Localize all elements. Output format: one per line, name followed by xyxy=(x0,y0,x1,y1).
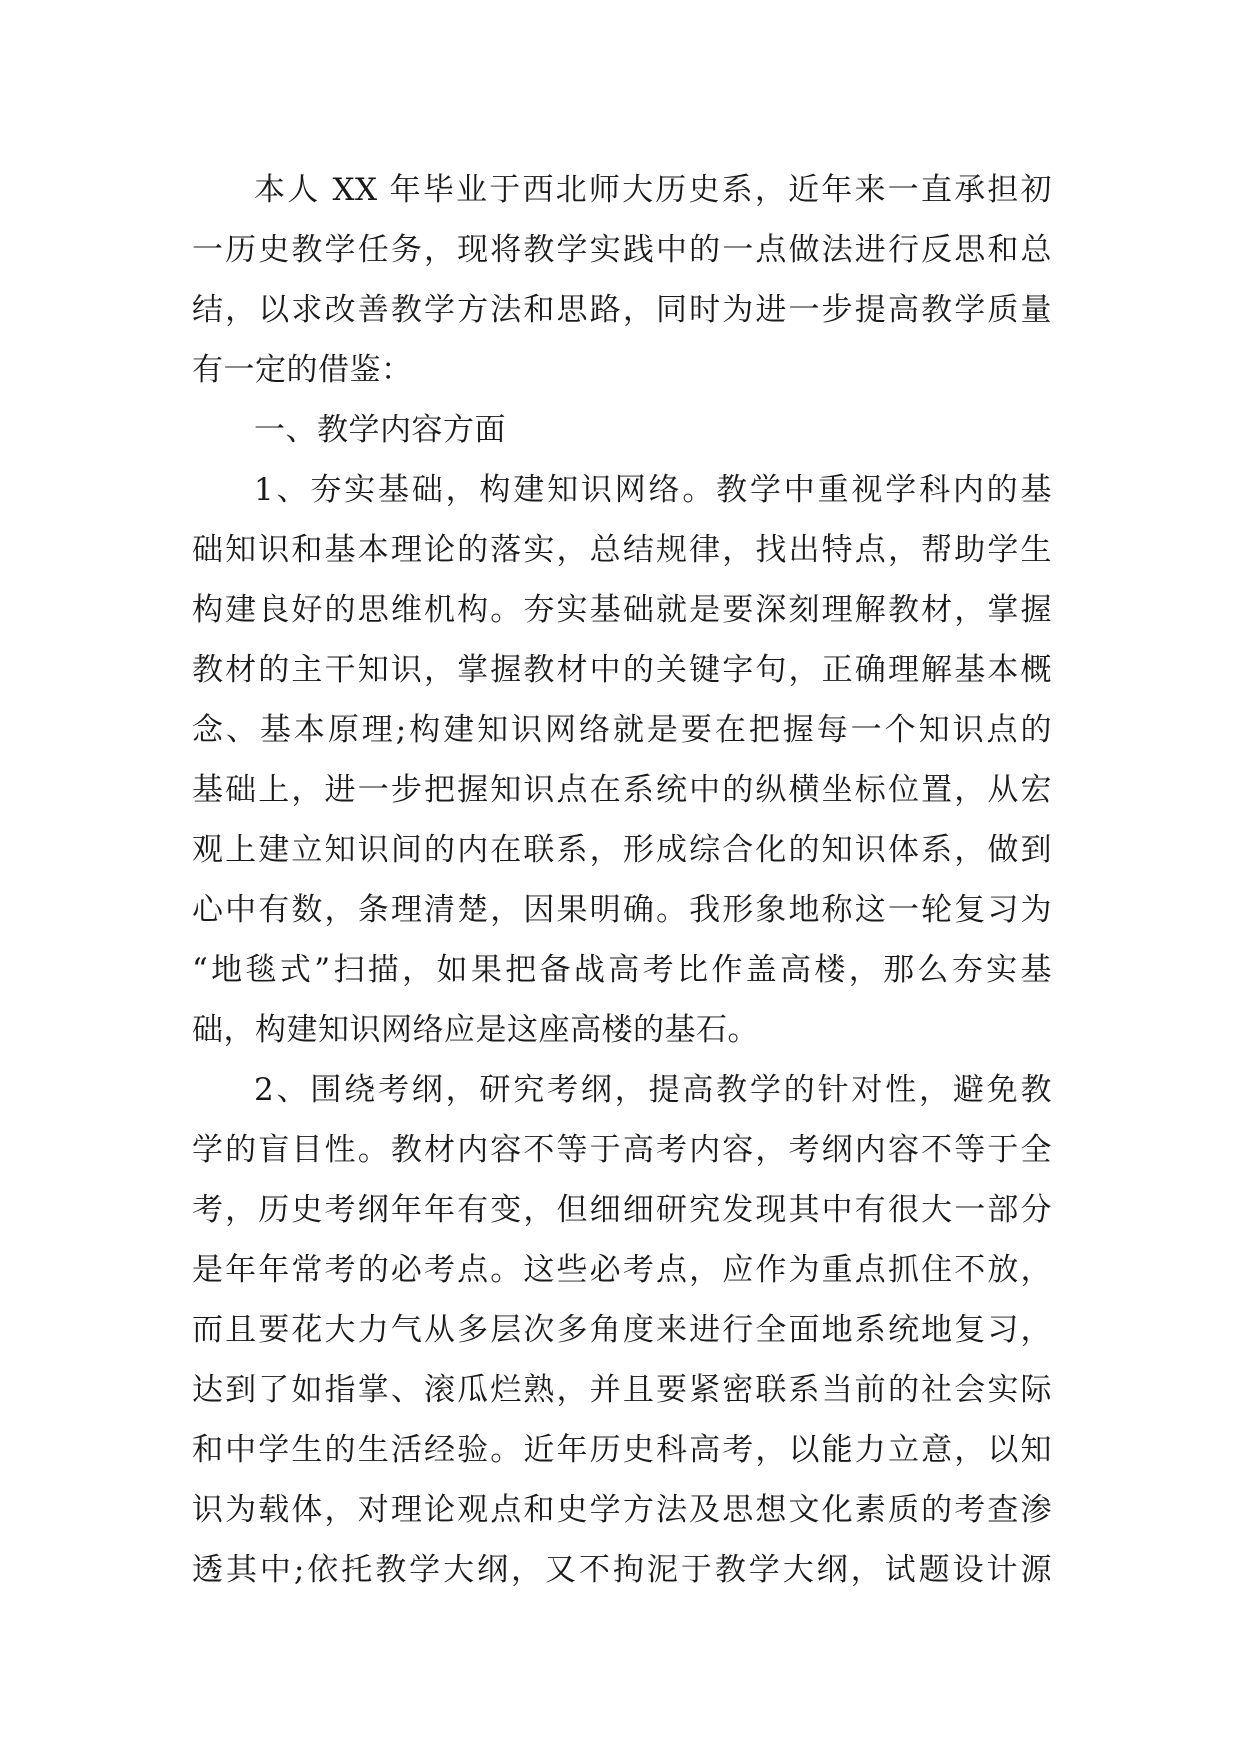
section-heading: 一、教学内容方面 xyxy=(254,412,506,448)
paragraph-line: 观上建立知识间的内在联系，形成综合化的知识体系，做到 xyxy=(192,832,1052,868)
paragraph-line: 教材的主干知识，掌握教材中的关键字句，正确理解基本概 xyxy=(192,652,1052,688)
paragraph-line: 和中学生的生活经验。近年历史科高考，以能力立意，以知 xyxy=(192,1432,1052,1468)
paragraph-line: 一历史教学任务，现将教学实践中的一点做法进行反思和总 xyxy=(192,232,1052,268)
paragraph-line: 识为载体，对理论观点和史学方法及思想文化素质的考查渗 xyxy=(192,1492,1052,1528)
paragraph-line: 本人 XX 年毕业于西北师大历史系，近年来一直承担初 xyxy=(254,172,1052,208)
paragraph-line: 1、夯实基础，构建知识网络。教学中重视学科内的基 xyxy=(254,472,1052,508)
paragraph-line: “地毯式”扫描，如果把备战高考比作盖高楼，那么夯实基 xyxy=(192,952,1052,988)
paragraph-line: 础，构建知识网络应是这座高楼的基石。 xyxy=(192,1012,759,1048)
paragraph-line: 念、基本原理;构建知识网络就是要在把握每一个知识点的 xyxy=(192,712,1052,748)
paragraph-line: 基础上，进一步把握知识点在系统中的纵横坐标位置，从宏 xyxy=(192,772,1052,808)
paragraph-line: 透其中;依托教学大纲，又不拘泥于教学大纲，试题设计源 xyxy=(192,1552,1052,1588)
paragraph-line: 有一定的借鉴： xyxy=(192,352,413,388)
paragraph-line: 学的盲目性。教材内容不等于高考内容，考纲内容不等于全 xyxy=(192,1132,1052,1168)
paragraph-line: 考，历史考纲年年有变，但细细研究发现其中有很大一部分 xyxy=(192,1192,1052,1228)
paragraph-line: 结，以求改善教学方法和思路，同时为进一步提高教学质量 xyxy=(192,292,1052,328)
paragraph-line: 达到了如指掌、滚瓜烂熟，并且要紧密联系当前的社会实际 xyxy=(192,1372,1052,1408)
paragraph-line: 础知识和基本理论的落实，总结规律，找出特点，帮助学生 xyxy=(192,532,1052,568)
paragraph-line: 而且要花大力气从多层次多角度来进行全面地系统地复习， xyxy=(192,1312,1052,1348)
paragraph-line: 2、围绕考纲，研究考纲，提高教学的针对性，避免教 xyxy=(254,1072,1052,1108)
paragraph-line: 构建良好的思维机构。夯实基础就是要深刻理解教材，掌握 xyxy=(192,592,1052,628)
paragraph-line: 是年年常考的必考点。这些必考点，应作为重点抓住不放， xyxy=(192,1252,1052,1288)
paragraph-line: 心中有数，条理清楚，因果明确。我形象地称这一轮复习为 xyxy=(192,892,1052,928)
body-text xyxy=(192,160,1052,1600)
